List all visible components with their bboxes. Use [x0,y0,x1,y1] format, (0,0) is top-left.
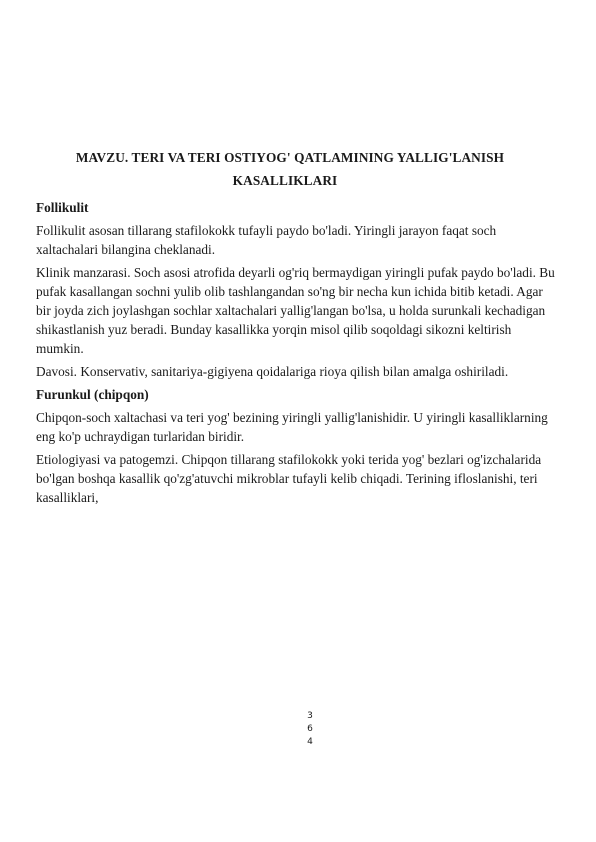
paragraph: Chipqon-soch xaltachasi va teri yog' bezining yiringli yallig'lanishidir. U yiringli kasalliklarning eng ko'p uchraydigan turlaridan biridir. [36,410,548,444]
paragraph: Follikulit asosan tillarang stafilokokk tufayli paydo bo'ladi. Yiringli jarayon faqat soch xaltachalari bilangina cheklanadi. [36,223,497,257]
page-number-digit: 3 [307,711,313,721]
page-title-line-2: KASALLIKLARI [232,173,338,188]
paragraph: Davosi. Konservativ, sanitariya-gigiyena qoidalariga rioya qilish bilan amalga oshiriladi. [36,364,509,379]
section-follikulit [36,198,556,381]
page-number-digit: 4 [307,737,313,747]
section-heading: Furunkul (chipqon) [36,387,149,402]
paragraph: Klinik manzarasi. Soch asosi atrofida deyarli og'riq bermaydigan yiringli pufak paydo bo'ladi. Bu pufak kasallangan sochni yulib olib tashlangandan so'ng bir necha kun ichida bitib ketadi. Agar bir joyda zich joylashgan sochlar xaltachalari yallig'langan bo'lsa, u holda surunkali kechadigan shikastlanish yuz beradi. Bunday kasallikka yorqin misol qilib soqoldagi sikozni keltirish mumkin. [36,265,555,356]
document-body [36,198,556,511]
page-title-line-1: MAVZU. TERI VA TERI OSTIYOG' QATLAMINING YALLIG'LANISH [75,150,505,165]
page-number-digit: 6 [307,724,313,734]
page-number [300,710,320,749]
section-heading: Follikulit [36,200,89,215]
paragraph: Etiologiyasi va patogemzi. Chipqon tillarang stafilokokk yoki terida yog' bezlari og'izchalarida bo'lgan boshqa kasallik qo'zg'atuvchi mikroblar tufayli kelib chiqadi. Terining ifloslanishi, teri kasalliklari, [36,452,542,505]
section-furunkul [36,385,556,507]
